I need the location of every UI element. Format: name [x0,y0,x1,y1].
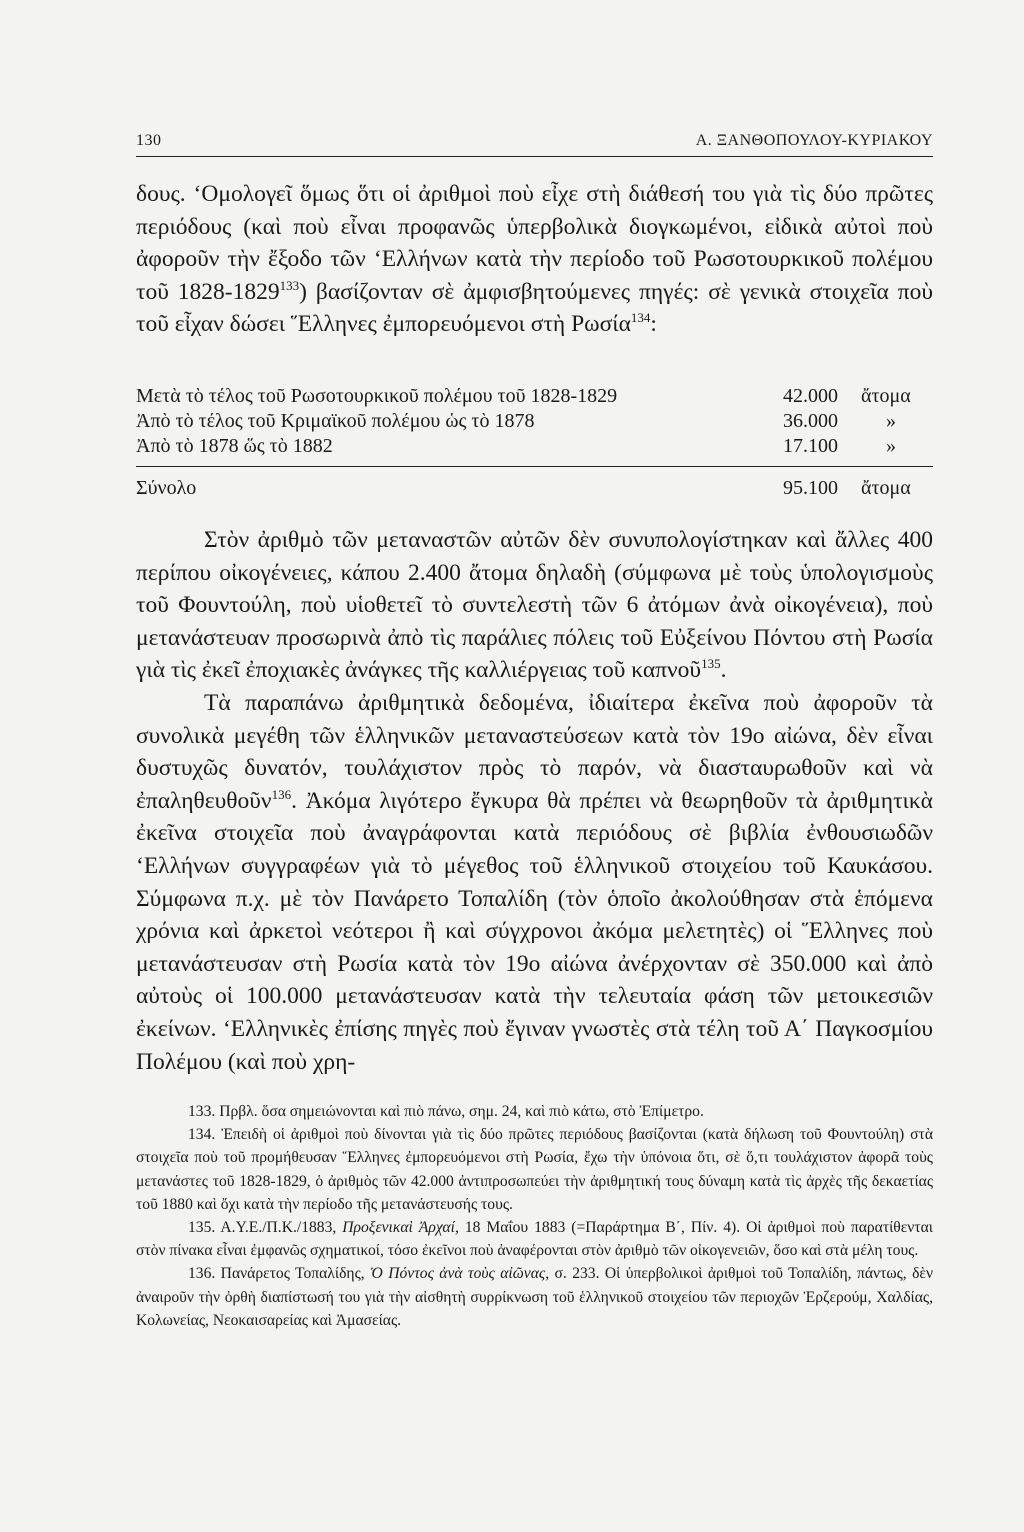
page-header [136,130,933,157]
footnote-ref-134[interactable]: 134 [630,310,651,326]
paragraph-text: Στὸν ἀριθμὸ τῶν μεταναστῶν αὐτῶν δὲν συνυπολογίστηκαν καὶ ἄλλες 400 περίπου οἰκογένειες, κάπου 2.400 ἄτομα δηλαδὴ (σύμφωνα μὲ τοὺς ὑπολογισμοὺς τοῦ Φουντούλη, ποὺ υἱοθετεῖ τὸ συντελεστὴ τῶν 6 ἀτόμων ἀνὰ οἰκογένεια), ποὺ μετανάστευαν προσωρινὰ ἀπὸ τὶς παράλιες πόλεις τοῦ Εὐξείνου Πόντου στὴ Ρωσία γιὰ τὶς ἐκεῖ ἐποχιακὲς ἀνάγκες τῆς καλλιέργειας τοῦ καπνοῦ [136,527,933,684]
footnote-text: 135. Α.Υ.Ε./Π.Κ./1883, [188,1219,343,1237]
table-row [136,435,933,460]
row-value: 17.100 [783,435,838,457]
row-unit: » [886,410,896,432]
table-divider [136,466,933,467]
intro-text: : [650,311,657,338]
emigration-table [136,385,933,502]
footnote-134: 134. Ἐπειδὴ οἱ ἀριθμοὶ ποὺ δίνονται γιὰ τὶς δύο πρῶτες περιόδους βασίζονται (κατὰ δήλωση τοῦ Φουντούλη) στὰ στοιχεῖα ποὺ τοῦ προμήθευσαν Ἕλληνες ἐμπορευόμενοι στὴ Ρωσία, ἔχω τὴν ὑπόνοια ὅτι, σὲ ὅ,τι τουλάχιστον ἀφορᾶ τοὺς μετανάστες τοῦ 1828-1829, ὁ ἀριθμὸς τῶν 42.000 ἀντιπροσωπεύει τὴν ἀριθμητική τους δύναμη κατὰ τὶς ἀρχὲς τῆς δεκαετίας τοῦ 1880 καὶ ὄχι κατὰ τὴν περίοδο τῆς μετανάστευσής τους. [136,1126,933,1213]
row-value: 42.000 [783,385,838,407]
footnote-ref-136[interactable]: 136 [271,786,292,802]
footnote-136 [136,1262,933,1332]
footnote-text: , 18 Μαΐου 1883 (=Παράρτημα Β΄, Πίν. 4). Οἱ ἀριθμοὶ ποὺ παρατίθενται στὸν πίνακα εἶναι ἐμφανῶς σχηματικοί, τόσο ἐκεῖνοι ποὺ ἀναφέρονται στὸν ἀριθμὸ τῶν οἰκογενειῶν, ὅσο καὶ στὰ μέλη τους. [136,1219,933,1260]
row-value: 36.000 [783,410,838,432]
footnote-title: Προξενικαὶ Ἀρχαί [342,1219,455,1237]
total-value: 95.100 [783,477,838,499]
table-row [136,410,933,435]
main-text [136,524,933,1078]
footnote-text: , σ. 233. Οἱ ὑπερβολικοὶ ἀριθμοὶ τοῦ Τοπαλίδη, πάντως, δὲν ἀναιροῦν τὴν ὀρθὴ διαπίστωσή του γιὰ τὴν αἰσθητὴ συρρίκνωση τοῦ ἑλληνικοῦ στοιχείου τῶν περιοχῶν Ἐρζερούμ, Χαλδίας, Κολωνείας, Νεοκαισαρείας καὶ Ἀμασείας. [136,1265,934,1329]
footnote-133: 133. Πρβλ. ὅσα σημειώνονται καὶ πιὸ πάνω, σημ. 24, καὶ πιὸ κάτω, στὸ Ἐπίμετρο. [188,1103,704,1120]
table-total-row [136,477,933,502]
running-head: Α. ΞΑΝΘΟΠΟΥΛΟΥ-ΚΥΡΙΑΚΟΥ [695,132,933,149]
row-label: Ἀπὸ τὸ 1878 ὥς τὸ 1882 [136,435,333,457]
footnotes [136,1100,933,1332]
table-row [136,385,933,410]
footnote-title: Ὁ Πόντος ἀνὰ τοὺς αἰῶνας [370,1265,546,1283]
intro-paragraph [136,178,933,341]
footnote-text: 136. Πανάρετος Τοπαλίδης, [188,1265,371,1283]
paragraph [136,524,933,687]
paragraph [136,687,933,1078]
row-unit: » [886,435,896,457]
paragraph-text: . Ἀκόμα λιγότερο ἔγκυρα θὰ πρέπει νὰ θεωρηθοῦν τὰ ἀριθμητικὰ ἐκεῖνα στοιχεῖα ποὺ ἀναγράφονται κατὰ περιόδους σὲ βιβλία ἐνθουσιωδῶν ‘Ελλήνων συγγραφέων γιὰ τὸ μέγεθος τοῦ ἑλληνικοῦ στοιχείου τοῦ Καυκάσου. Σύμφωνα π.χ. μὲ τὸν Πανάρετο Τοπαλίδη (τὸν ὁποῖο ἀκολούθησαν στὰ ἑπόμενα χρόνια καὶ ἀρκετοὶ νεότεροι ἢ καὶ σύγχρονοι ἀκόμα μελετητὲς) οἱ Ἕλληνες ποὺ μετανάστευσαν στὴ Ρωσία κατὰ τὸν 19ο αἰώνα ἀνέρχονταν σὲ 350.000 καὶ ἀπὸ αὐτοὺς οἱ 100.000 μετανάστευσαν κατὰ τὴν τελευταία φάση τῶν μετοικεσιῶν ἐκείνων. ‘Ελληνικὲς ἐπίσης πηγὲς ποὺ ἔγιναν γνωστὲς στὰ τέλη τοῦ Α΄ Παγκοσμίου Πολέμου (καὶ ποὺ χρη- [136,787,933,1075]
row-label: Μετὰ τὸ τέλος τοῦ Ρωσοτουρκικοῦ πολέμου τοῦ 1828-1829 [136,385,618,407]
footnote-135 [136,1216,933,1262]
row-unit: ἄτομα [861,385,911,407]
page-number: 130 [136,132,162,149]
intro-text: ) βασίζονταν σὲ ἀμφισβητούμενες πηγές: σὲ γενικὰ στοιχεῖα ποὺ τοῦ εἶχαν δώσει Ἕλληνες ἐμπορευόμενοι στὴ Ρωσία [136,278,933,338]
total-label: Σύνολο [136,477,197,499]
paragraph-text: Τὰ παραπάνω ἀριθμητικὰ δεδομένα, ἰδιαίτερα ἐκεῖνα ποὺ ἀφοροῦν τὰ συνολικὰ μεγέθη τῶν ἑλληνικῶν μεταναστεύσεων κατὰ τὸν 19ο αἰώνα, δὲν εἶναι δυστυχῶς δυνατόν, τουλάχιστον πρὸς τὸ παρόν, νὰ διασταυρωθοῦν καὶ νὰ ἐπαληθευθοῦν [136,689,933,814]
footnote-ref-133[interactable]: 133 [279,277,300,293]
row-label: Ἀπὸ τὸ τέλος τοῦ Κριμαϊκοῦ πολέμου ὡς τὸ 1878 [136,410,535,432]
paragraph-text: . [720,657,727,684]
intro-text: δους. ‘Ομολογεῖ ὅμως ὅτι οἱ ἀριθμοὶ ποὺ εἶχε στὴ διάθεσή του γιὰ τὶς δύο πρῶτες περιόδους (καὶ ποὺ εἶναι προφανῶς ὑπερβολικὰ διογκωμένοι, εἰδικὰ αὐτοὶ ποὺ ἀφοροῦν τὴν ἔξοδο τῶν ‘Ελλήνων κατὰ τὴν περίοδο τοῦ Ρωσοτουρκικοῦ πολέμου τοῦ 1828-1829 [136,181,933,305]
total-unit: ἄτομα [861,477,911,499]
footnote-ref-135[interactable]: 135 [701,656,721,672]
